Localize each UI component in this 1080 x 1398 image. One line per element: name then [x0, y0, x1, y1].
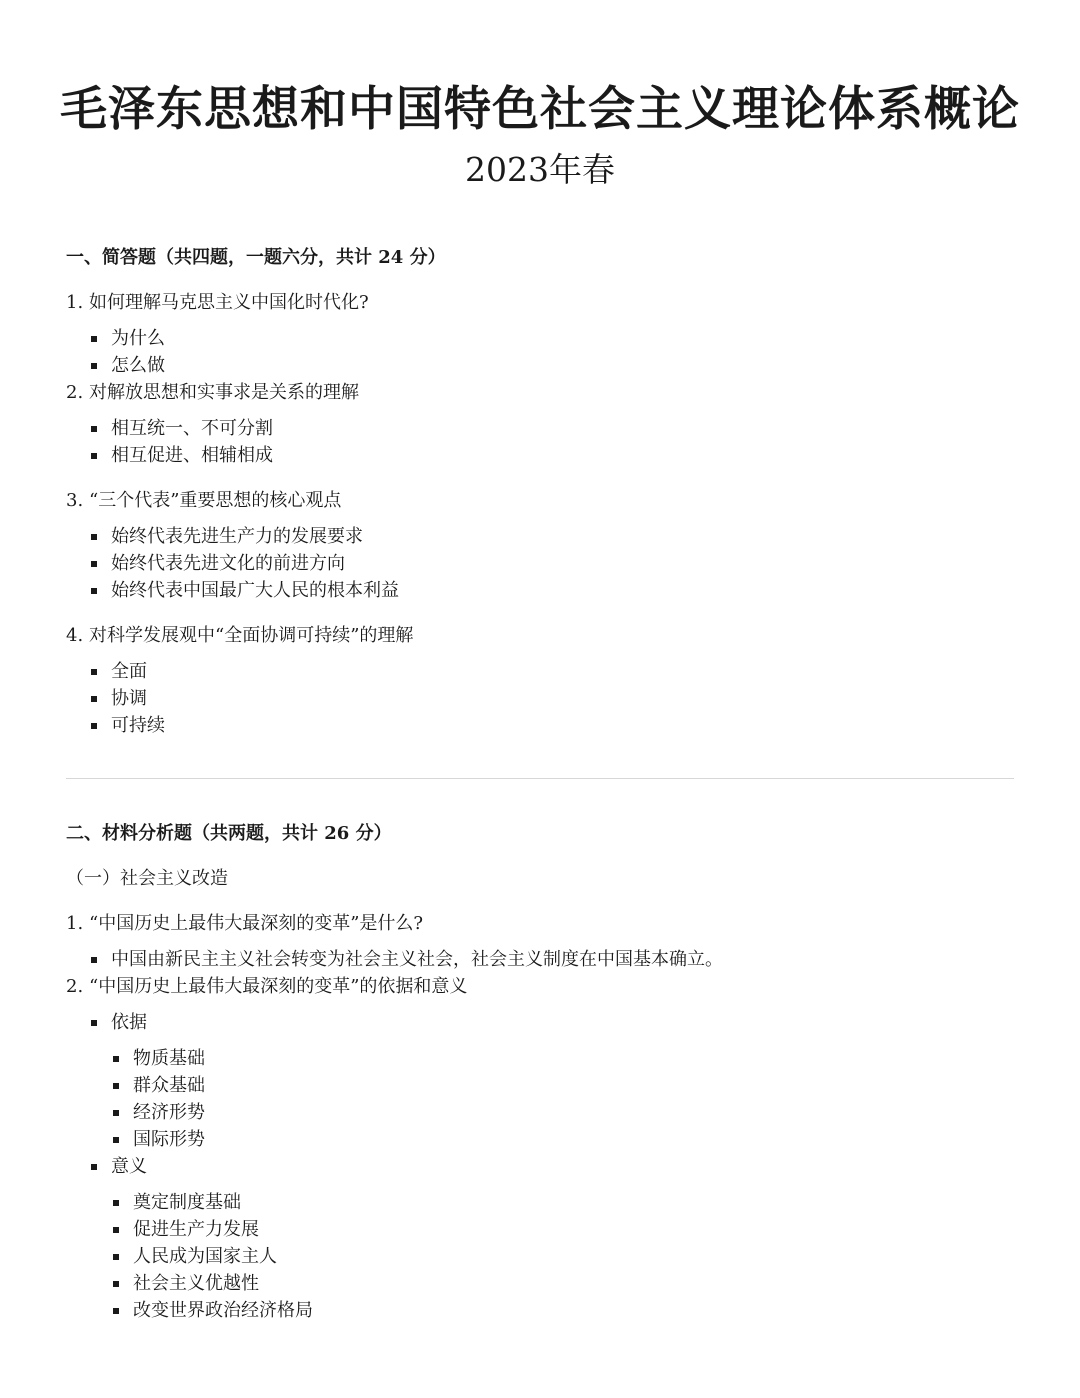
- question-item: [66, 487, 1014, 604]
- sub-answer-point: [111, 1270, 1014, 1297]
- answer-text: 国际形势: [133, 1129, 205, 1150]
- answer-text: 始终代表中国最广大人民的根本利益: [111, 580, 399, 601]
- question-number: 1.: [66, 292, 84, 313]
- sub-answer-point: [111, 1189, 1014, 1216]
- question-item: [66, 289, 1014, 379]
- answer-list: [66, 1009, 1014, 1324]
- sub-answer-point: [111, 1216, 1014, 1243]
- answer-text: 始终代表先进文化的前进方向: [111, 553, 345, 574]
- answer-list: [66, 946, 1014, 973]
- bullet-square-icon: [91, 561, 97, 567]
- answer-list: [66, 325, 1014, 379]
- bullet-square-icon: [113, 1110, 119, 1116]
- answer-point: [89, 658, 1014, 685]
- bullet-square-icon: [91, 1164, 97, 1170]
- question-item: [66, 379, 1014, 469]
- question-number: 3.: [66, 490, 84, 511]
- bullet-square-icon: [91, 426, 97, 432]
- answer-point: [89, 712, 1014, 739]
- bullet-square-icon: [91, 723, 97, 729]
- section-heading-material-analysis: 二、材料分析题（共两题，共计 26 分）: [66, 823, 392, 844]
- question-number: 2.: [66, 382, 84, 403]
- page-title: 毛泽东思想和中国特色社会主义理论体系概论: [60, 82, 1020, 137]
- answer-point: [89, 352, 1014, 379]
- answer-text: 社会主义优越性: [133, 1273, 259, 1294]
- answer-point: [89, 325, 1014, 352]
- bullet-square-icon: [91, 957, 97, 963]
- answer-point: [89, 415, 1014, 442]
- answer-group-basis: [89, 1009, 1014, 1153]
- question-number: 2.: [66, 976, 84, 997]
- question-item: [66, 973, 1014, 1324]
- bullet-square-icon: [91, 336, 97, 342]
- question-number: 1.: [66, 913, 84, 934]
- bullet-square-icon: [91, 1020, 97, 1026]
- answer-list: [66, 415, 1014, 469]
- answer-point: [89, 523, 1014, 550]
- sub-answer-point: [111, 1126, 1014, 1153]
- bullet-square-icon: [91, 696, 97, 702]
- bullet-square-icon: [91, 588, 97, 594]
- bullet-square-icon: [113, 1308, 119, 1314]
- answer-text: 奠定制度基础: [133, 1192, 241, 1213]
- answer-text: 相互促进、相辅相成: [111, 445, 273, 466]
- answer-text: 为什么: [111, 328, 165, 349]
- bullet-square-icon: [113, 1281, 119, 1287]
- page-subtitle: 2023年春: [465, 150, 615, 189]
- answer-point: [89, 946, 1014, 973]
- answer-text: 改变世界政治经济格局: [133, 1300, 313, 1321]
- sub-answer-point: [111, 1045, 1014, 1072]
- answer-point: [89, 442, 1014, 469]
- question-text: “三个代表”重要思想的核心观点: [89, 490, 342, 511]
- bullet-square-icon: [91, 453, 97, 459]
- answer-text: 怎么做: [111, 355, 165, 376]
- answer-point: [89, 550, 1014, 577]
- bullet-square-icon: [91, 534, 97, 540]
- sub-answer-point: [111, 1297, 1014, 1324]
- sub-heading: （一）社会主义改造: [66, 868, 228, 889]
- answer-text: 经济形势: [133, 1102, 205, 1123]
- bullet-square-icon: [113, 1254, 119, 1260]
- answer-text: 群众基础: [133, 1075, 205, 1096]
- answer-point: [89, 577, 1014, 604]
- bullet-square-icon: [113, 1083, 119, 1089]
- bullet-square-icon: [113, 1137, 119, 1143]
- answer-text: 协调: [111, 688, 147, 709]
- question-text: 对科学发展观中“全面协调可持续”的理解: [89, 625, 414, 646]
- sub-answer-point: [111, 1099, 1014, 1126]
- document-body: [66, 244, 1014, 1324]
- question-text: “中国历史上最伟大最深刻的变革”的依据和意义: [89, 976, 468, 997]
- question-text: 如何理解马克思主义中国化时代化?: [89, 292, 369, 313]
- bullet-square-icon: [113, 1056, 119, 1062]
- section-heading-short-answer: 一、简答题（共四题，一题六分，共计 24 分）: [66, 247, 446, 268]
- answer-text: 可持续: [111, 715, 165, 736]
- bullet-square-icon: [113, 1227, 119, 1233]
- answer-text: 始终代表先进生产力的发展要求: [111, 526, 363, 547]
- question-text: “中国历史上最伟大最深刻的变革”是什么?: [89, 913, 424, 934]
- group-label: 意义: [111, 1156, 147, 1177]
- answer-list: [66, 523, 1014, 604]
- bullet-square-icon: [113, 1200, 119, 1206]
- section-divider: [66, 778, 1014, 779]
- answer-text: 相互统一、不可分割: [111, 418, 273, 439]
- answer-point: [89, 685, 1014, 712]
- sub-answer-point: [111, 1243, 1014, 1270]
- question-item: [66, 910, 1014, 973]
- bullet-square-icon: [91, 363, 97, 369]
- answer-text: 促进生产力发展: [133, 1219, 259, 1240]
- answer-group-significance: [89, 1153, 1014, 1324]
- answer-text: 中国由新民主主义社会转变为社会主义社会，社会主义制度在中国基本确立。: [111, 949, 723, 970]
- answer-text: 物质基础: [133, 1048, 205, 1069]
- question-number: 4.: [66, 625, 84, 646]
- group-label: 依据: [111, 1012, 147, 1033]
- answer-list: [66, 658, 1014, 739]
- sub-answer-point: [111, 1072, 1014, 1099]
- bullet-square-icon: [91, 669, 97, 675]
- question-item: [66, 622, 1014, 739]
- answer-text: 人民成为国家主人: [133, 1246, 277, 1267]
- sub-answer-list: [111, 1045, 1014, 1153]
- sub-answer-list: [111, 1189, 1014, 1324]
- question-text: 对解放思想和实事求是关系的理解: [89, 382, 359, 403]
- answer-text: 全面: [111, 661, 147, 682]
